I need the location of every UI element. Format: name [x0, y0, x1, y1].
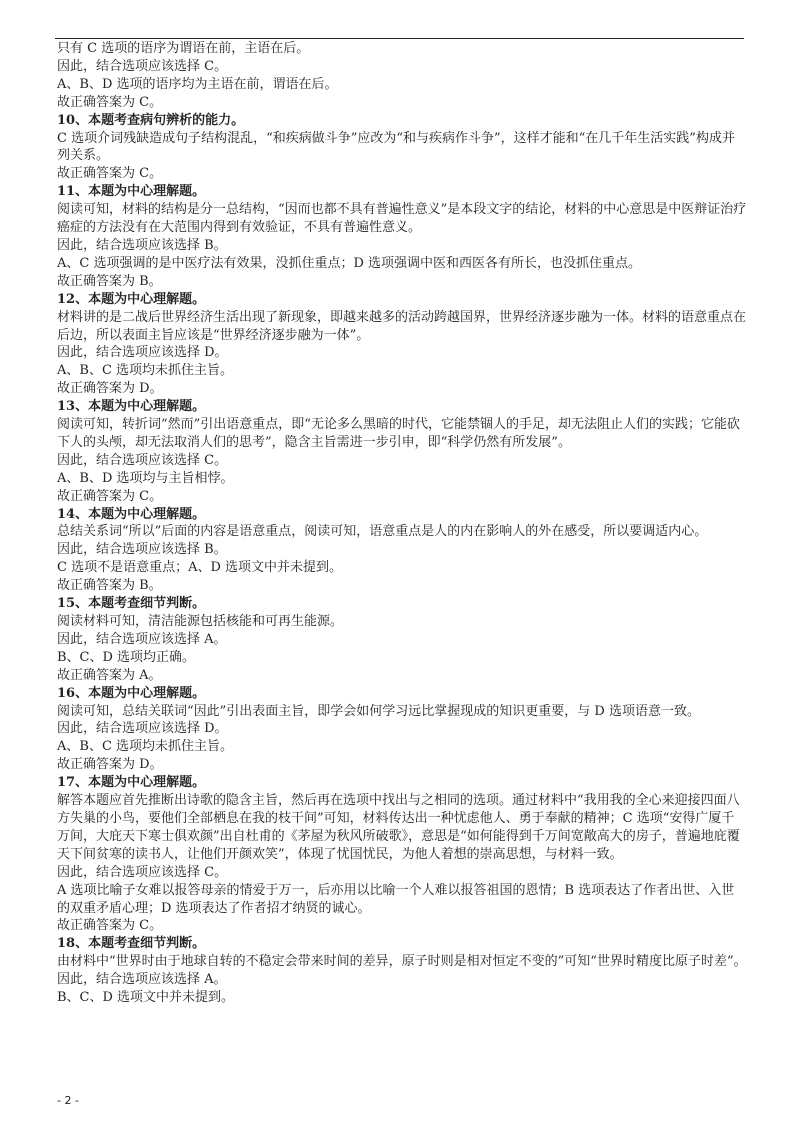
paragraph-line: 故正确答案为 A。: [57, 667, 162, 683]
question-heading: 16、本题为中心理解题。: [57, 685, 206, 701]
paragraph-line: 阅读可知，材料的结构是分一总结构，“因而也都不具有普遍性意义”是本段文字的结论，材料的中心意思是中医辩证治疗癌症的方法没有在大范围内得到有效验证，不具有普遍性意义。: [57, 202, 747, 236]
question-heading: 12、本题为中心理解题。: [57, 291, 206, 307]
paragraph-line: 故正确答案为 D。: [57, 381, 163, 397]
paragraph-line: C 选项介词残缺造成句子结构混乱，“和疾病做斗争”应改为“和与疾病作斗争”，这样才能和“在几千年生活实践”构成并列关系。: [57, 130, 735, 164]
paragraph-line: 由材料中“世界时由于地球自转的不稳定会带来时间的差异，原子时则是相对恒定不变的”可知“世界时精度比原子时差”。: [57, 954, 747, 970]
paragraph-line: 材料讲的是二战后世界经济生活出现了新现象，即越来越多的活动跨越国界，世界经济逐步融为一体。材料的语意重点在后边，所以表面主旨应该是“世界经济逐步融为一体”。: [57, 309, 747, 343]
paragraph-line: 阅读可知，总结关联词“因此”引出表面主旨，即学会如何学习远比掌握现成的知识更重要，与 D 选项语意一致。: [57, 703, 700, 719]
paragraph-line: 阅读可知，转折词“然而”引出语意重点，即“无论多么黑暗的时代，它能禁锢人的手足，却无法阻止人们的实践；它能砍下人的头颅，却无法取消人们的思考”，隐含主旨需进一步引申，即“科学仍然有所发展”。: [57, 417, 740, 450]
paragraph-line: A、B、D 选项的语序均为主语在前，谓语在后。: [57, 76, 338, 92]
question-heading: 18、本题考查细节判断。: [57, 936, 206, 952]
paragraph-line: C 选项不是语意重点；A、D 选项文中并未提到。: [57, 560, 343, 576]
page-number: - 2 -: [57, 1094, 79, 1107]
paragraph-line: A、B、D 选项均与主旨相悖。: [57, 470, 234, 486]
paragraph-line: A、C 选项强调的是中医疗法有效果，没抓住重点；D 选项强调中医和西医各有所长，也没抓住重点。: [57, 255, 642, 271]
paragraph-line: 故正确答案为 D。: [57, 757, 163, 773]
question-heading: 10、本题考查病句辨析的能力。: [57, 112, 245, 128]
paragraph-line: A、B、C 选项均未抓住主旨。: [57, 363, 234, 379]
paragraph-line: A 选项比喻子女难以报答母亲的情爱于万一，后亦用以比喻一个人难以报答祖国的恩情；B 选项表达了作者出世、入世的双重矛盾心理；D 选项表达了作者招才纳贤的诚心。: [57, 882, 735, 916]
paragraph-line: 解答本题应首先推断出诗歌的隐含主旨，然后再在选项中找出与之相同的选项。通过材料中“我用我的全心来迎接四面八方失巢的小鸟，要他们全部栖息在我的枝干间”可知，材料传达出一种忧虑他人、勇于奉献的精神；C 选项“安得广厦千万间，大庇天下寒士俱欢颜”出自杜甫的《茅屋为秋风所破歌》，意思是“如何能得到千万间宽敞高大的房子，普遍地庇覆天下间贫寒的读书人，让他们开颜欢笑”，体现了忧国忧民，为他人着想的崇高思想，与材料一致。: [57, 793, 740, 862]
question-heading: 14、本题为中心理解题。: [57, 506, 206, 522]
paragraph-line: 总结关系词“所以”后面的内容是语意重点，阅读可知，语意重点是人的内在影响人的外在感受，所以要调适内心。: [57, 524, 708, 540]
paragraph-line: 因此，结合选项应该选择 C。: [57, 452, 228, 468]
paragraph-line: 因此，结合选项应该选择 A。: [57, 972, 227, 988]
paragraph-line: B、C、D 选项均正确。: [57, 649, 196, 665]
question-heading: 15、本题考查细节判断。: [57, 596, 206, 612]
paragraph-line: 因此，结合选项应该选择 C。: [57, 864, 228, 880]
paragraph-line: 阅读材料可知，清洁能源包括核能和可再生能源。: [57, 614, 344, 629]
paragraph-line: 故正确答案为 C。: [57, 918, 163, 934]
question-heading: 17、本题为中心理解题。: [57, 775, 206, 791]
paragraph-line: B、C、D 选项文中并未提到。: [57, 990, 235, 1006]
paragraph-line: 故正确答案为 C。: [57, 166, 163, 182]
paragraph-line: 因此，结合选项应该选择 C。: [57, 58, 228, 74]
header-rule: [55, 38, 744, 39]
question-heading: 11、本题为中心理解题。: [57, 184, 206, 200]
document-body: [57, 40, 747, 1007]
paragraph-line: 只有 C 选项的语序为谓语在前，主语在后。: [57, 41, 310, 56]
paragraph-line: 故正确答案为 C。: [57, 488, 163, 504]
paragraph-line: 因此，结合选项应该选择 B。: [57, 237, 227, 253]
paragraph-line: 故正确答案为 B。: [57, 273, 162, 289]
paragraph-line: 故正确答案为 B。: [57, 578, 162, 594]
paragraph-line: 因此，结合选项应该选择 A。: [57, 631, 227, 647]
paragraph-line: 因此，结合选项应该选择 D。: [57, 345, 228, 361]
paragraph-line: 因此，结合选项应该选择 B。: [57, 542, 227, 558]
question-heading: 13、本题为中心理解题。: [57, 399, 206, 415]
paragraph-line: 故正确答案为 C。: [57, 94, 163, 110]
paragraph-line: 因此，结合选项应该选择 D。: [57, 721, 228, 737]
paragraph-line: A、B、C 选项均未抓住主旨。: [57, 739, 234, 755]
